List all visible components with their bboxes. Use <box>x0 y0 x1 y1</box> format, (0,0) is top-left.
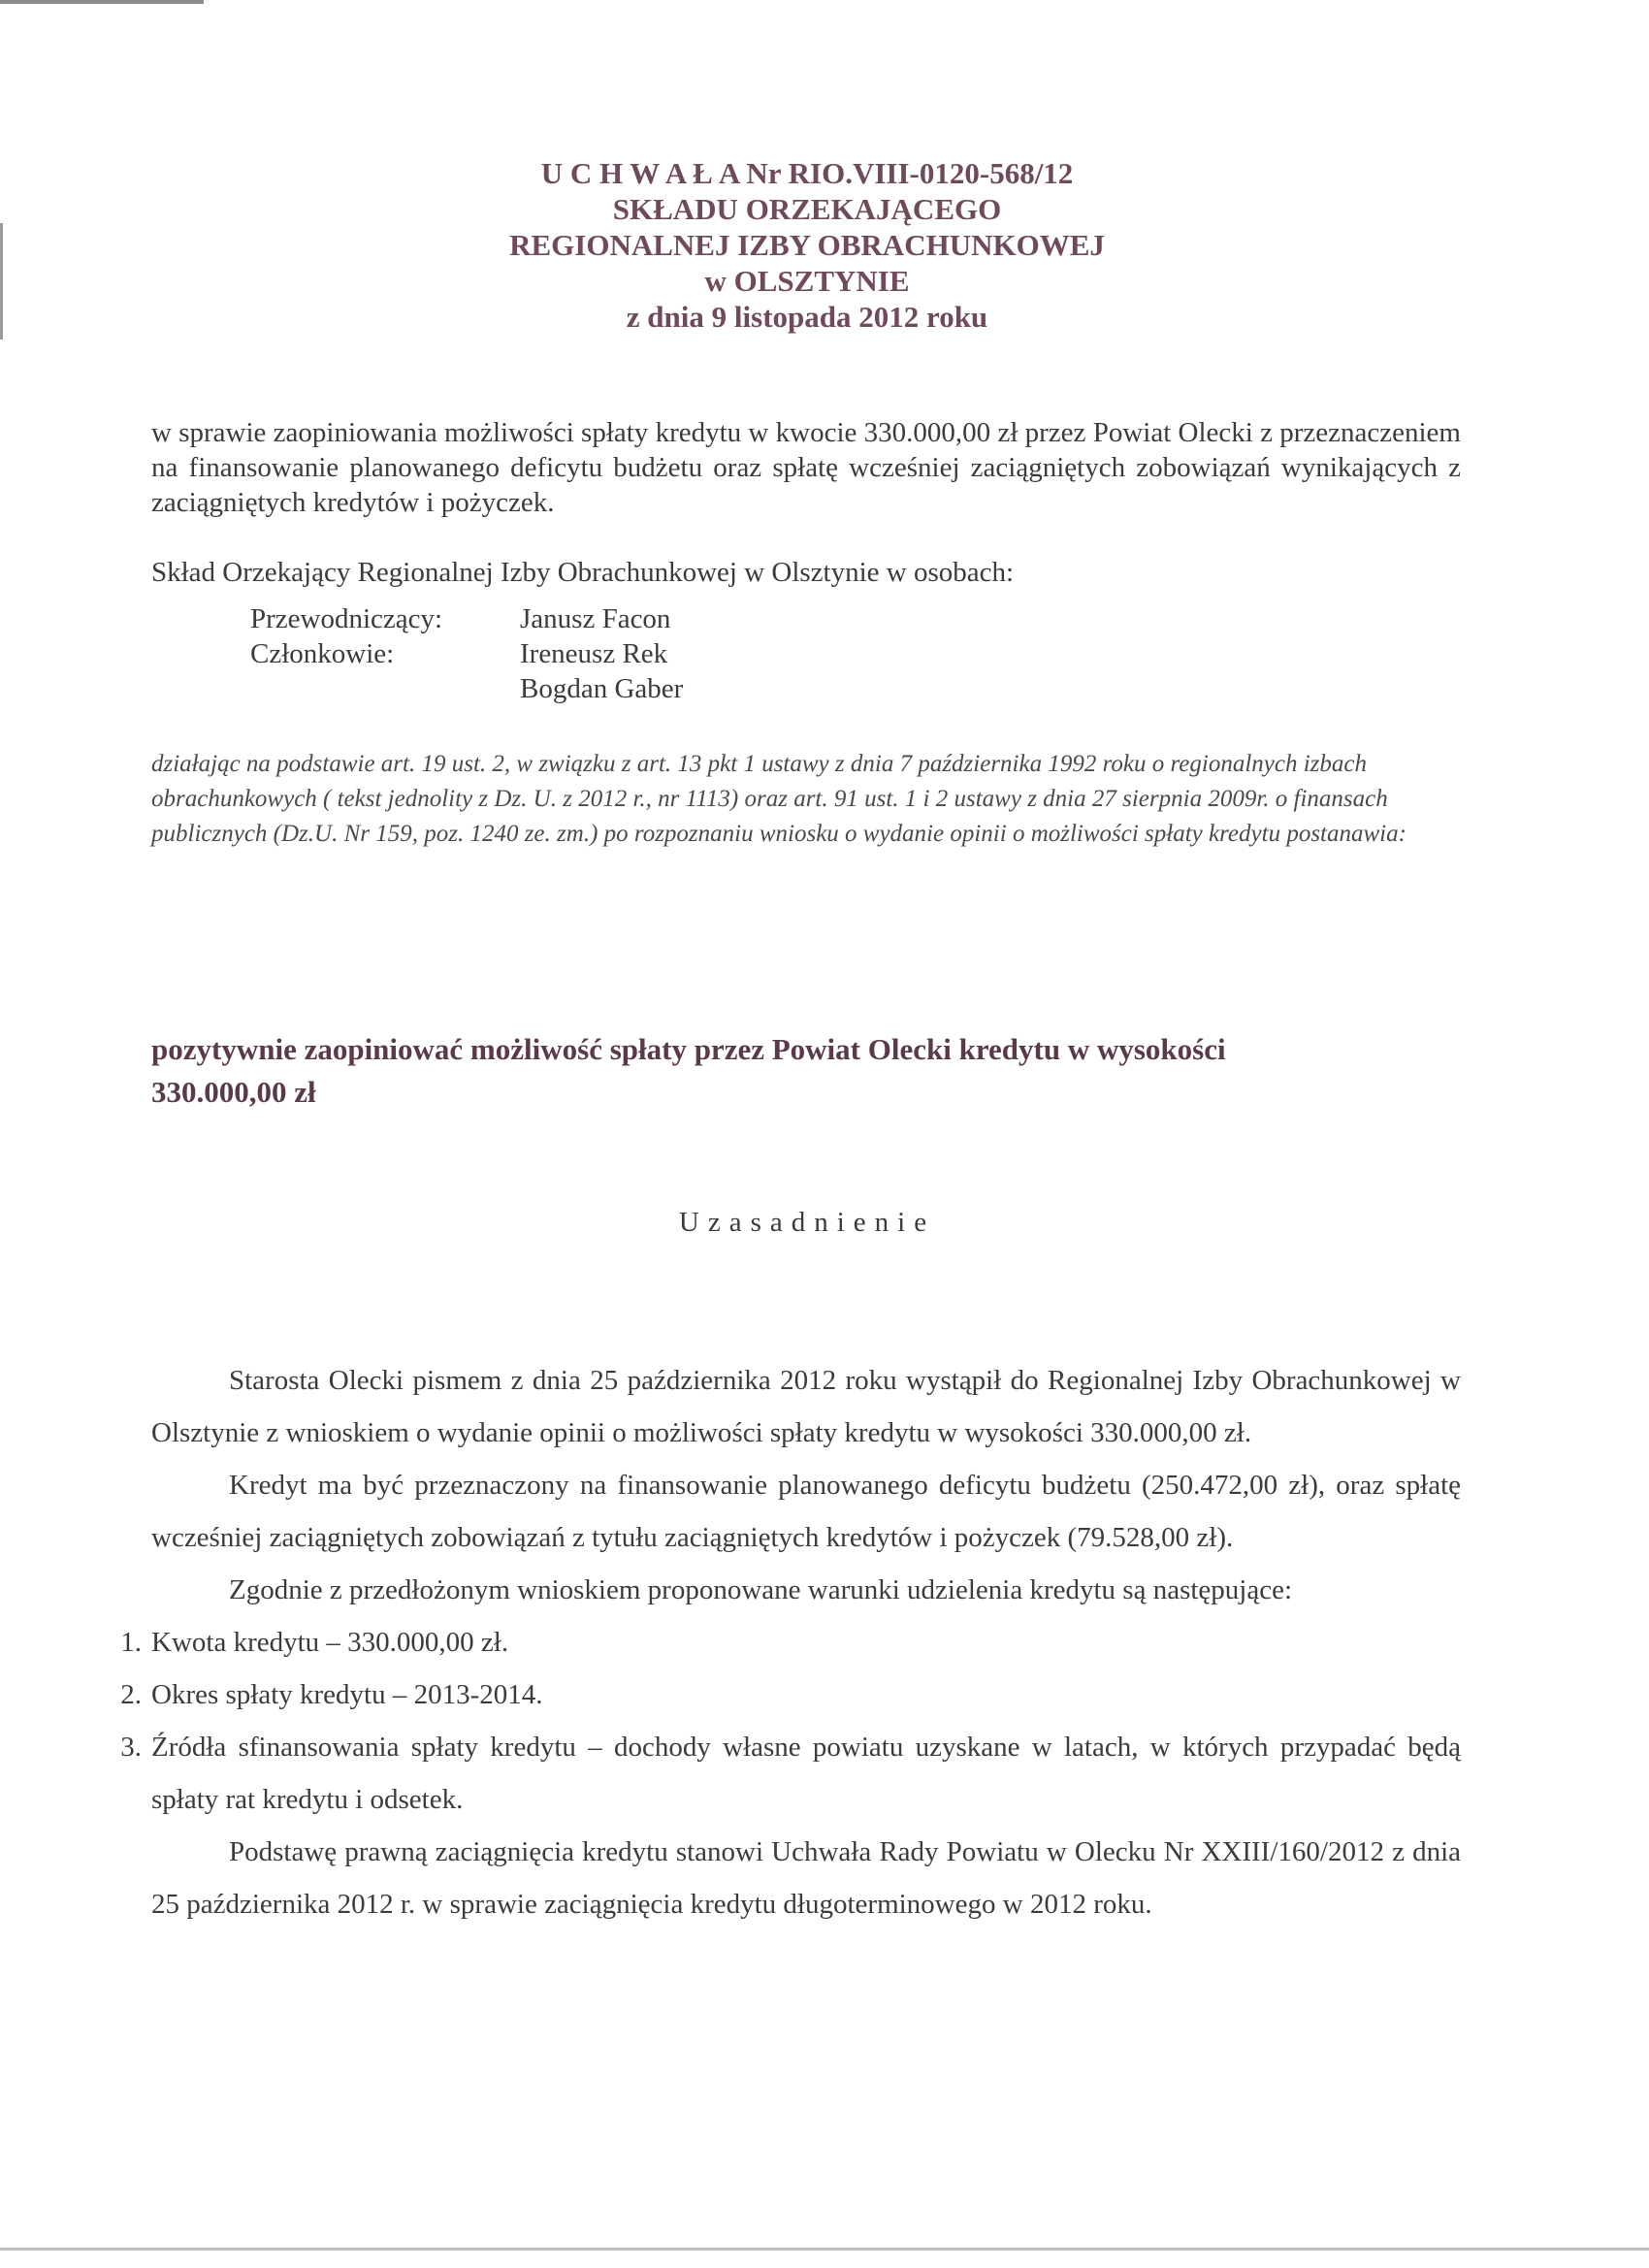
justification-paragraph: Zgodnie z przedłożonym wnioskiem proponowane warunki udzielenia kredytu są następujące: <box>229 1574 1293 1605</box>
list-item <box>120 1669 1461 1721</box>
member-row <box>250 601 683 636</box>
decision-line-2: 330.000,00 zł <box>151 1075 316 1109</box>
member-row <box>250 636 683 671</box>
title-line-chamber: REGIONALNEJ IZBY OBRACHUNKOWEJ <box>509 228 1105 262</box>
list-text: Okres spłaty kredytu – 2013-2014. <box>151 1679 543 1710</box>
member-name: Ireneusz Rek <box>520 638 668 669</box>
member-role: Członkowie: <box>250 638 395 669</box>
scan-edge-top <box>0 0 204 4</box>
member-name: Janusz Facon <box>520 603 671 634</box>
justification-closing: Podstawę prawną zaciągnięcia kredytu stanowi Uchwała Rady Powiatu w Olecku Nr XXIII/160/2012 z dnia 25 października 2012 r. w sprawie zaciągnięcia kredytu długoterminowego w 2012 roku. <box>151 1836 1461 1920</box>
title-line-city: w OLSZTYNIE <box>704 264 910 298</box>
decision-line-1: pozytywnie zaopiniować możliwość spłaty przez Powiat Olecki kredytu w wysokości <box>151 1032 1226 1066</box>
list-text: Kwota kredytu – 330.000,00 zł. <box>151 1627 509 1658</box>
member-row <box>250 671 683 706</box>
title-line-body: SKŁADU ORZEKAJĄCEGO <box>612 192 1002 226</box>
scan-edge-bottom <box>0 2248 1649 2251</box>
member-name: Bogdan Gaber <box>520 673 684 704</box>
list-number: 2. <box>120 1679 142 1710</box>
resolution-title <box>0 155 1614 335</box>
justification-body <box>120 1354 1461 1930</box>
decision-text <box>151 1028 1471 1114</box>
list-item <box>120 1616 1461 1669</box>
list-text: Źródła sfinansowania spłaty kredytu – dochody własne powiatu uzyskane w latach, w których przypadać będą spłaty rat kredytu i odsetek. <box>151 1732 1461 1815</box>
list-item <box>120 1721 1461 1826</box>
list-number: 3. <box>120 1732 142 1763</box>
title-line-number: U C H W A Ł A Nr RIO.VIII-0120-568/12 <box>540 156 1074 190</box>
credit-terms-list <box>120 1616 1461 1826</box>
justification-heading: Uzasadnienie <box>678 1207 936 1238</box>
justification-paragraph: Starosta Olecki pismem z dnia 25 października 2012 roku wystąpił do Regionalnej Izby Obrachunkowej w Olsztynie z wnioskiem o wydanie opinii o możliwości spłaty kredytu w wysokości 330.000,00 zł. <box>151 1365 1461 1448</box>
member-role <box>250 671 520 706</box>
list-number: 1. <box>120 1627 142 1658</box>
resolution-subject: w sprawie zaopiniowania możliwości spłaty kredytu w kwocie 330.000,00 zł przez Powiat Olecki z przeznaczeniem na finansowanie planowanego deficytu budżetu oraz spłatę wcześniej zaciągniętych zobowiązań wynikających z zaciągniętych kredytów i pożyczek. <box>151 417 1461 518</box>
composition-members <box>250 601 683 706</box>
legal-basis-text: działając na podstawie art. 19 ust. 2, w związku z art. 13 pkt 1 ustawy z dnia 7 października 1992 roku o regionalnych izbach obrachunkowych ( tekst jednolity z Dz. U. z 2012 r., nr 1113) oraz art. 91 ust. 1 i 2 ustawy z dnia 27 sierpnia 2009r. o finansach publicznych (Dz.U. Nr 159, poz. 1240 ze. zm.) po rozpoznaniu wniosku o wydanie opinii o możliwości spłaty kredytu postanawia: <box>151 751 1406 847</box>
composition-heading: Skład Orzekający Regionalnej Izby Obrachunkowej w Olsztynie w osobach: <box>151 557 1015 588</box>
member-role: Przewodniczący: <box>250 603 443 634</box>
title-line-date: z dnia 9 listopada 2012 roku <box>626 300 988 334</box>
justification-paragraph: Kredyt ma być przeznaczony na finansowanie planowanego deficytu budżetu (250.472,00 zł), oraz spłatę wcześniej zaciągniętych zobowiązań z tytułu zaciągniętych kredytów i pożyczek (79.528,00 zł). <box>151 1470 1461 1553</box>
